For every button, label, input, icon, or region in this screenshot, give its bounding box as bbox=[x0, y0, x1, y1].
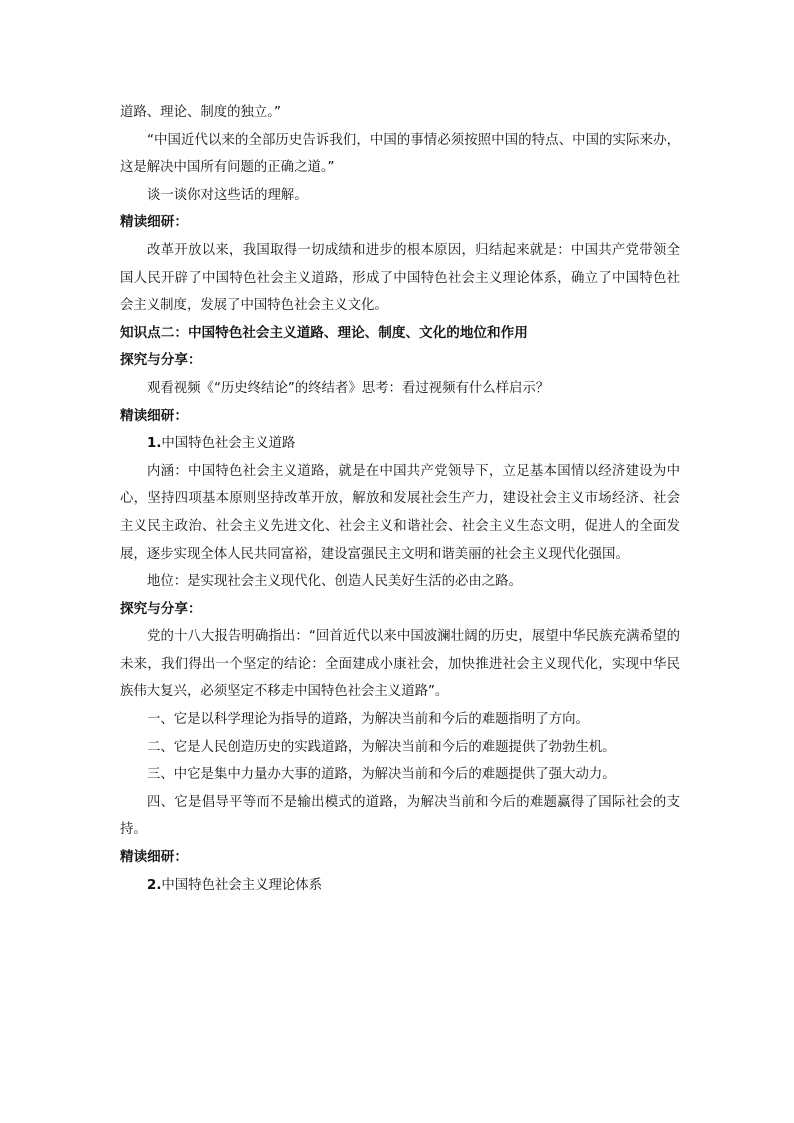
paragraph-point-1: 一、它是以科学理论为指导的道路，为解决当前和今后的难题指明了方向。 bbox=[147, 712, 589, 728]
paragraph-point-2: 二、它是人民创造历史的实践道路，为解决当前和今后的难题提供了勃勃生机。 bbox=[147, 739, 616, 755]
paragraph: 党的十八大报告明确指出：“回首近代以来中国波澜壮阔的历史，展望中华民族充满希望的未来，我们得出一个坚定的结论：全面建成小康社会，加快推进社会主义现代化，实现中华民族伟大复兴，必须坚定不移走中国特色社会主义道路”。 bbox=[120, 629, 680, 700]
paragraph: 地位：是实现社会主义现代化、创造人民美好生活的必由之路。 bbox=[147, 574, 522, 590]
paragraph-point-4: 四、它是倡导平等而不是输出模式的道路，为解决当前和今后的难题赢得了国际社会的支持。 bbox=[120, 794, 680, 838]
section-heading-close-reading: 精读细研： bbox=[120, 407, 188, 424]
item-title-text: 中国特色社会主义道路 bbox=[161, 436, 296, 452]
item-number: 1. bbox=[147, 436, 162, 452]
item-number: 2. bbox=[147, 877, 162, 893]
section-heading-close-reading: 精读细研： bbox=[120, 214, 188, 231]
knowledge-point-heading: 知识点二：中国特色社会主义道路、理论、制度、文化的地位和作用 bbox=[120, 324, 528, 341]
numbered-item-title bbox=[120, 430, 680, 458]
paragraph-quote: “中国近代以来的全部历史告诉我们，中国的事情必须按照中国的特点、中国的实际来办，这是解决中国所有问题的正确之道。” bbox=[120, 132, 680, 176]
paragraph: 内涵：中国特色社会主义道路，就是在中国共产党领导下，立足基本国情以经济建设为中心，坚持四项基本原则坚持改革开放，解放和发展社会生产力，建设社会主义市场经济、社会主义民主政治、社会主义先进文化、社会主义和谐社会、社会主义生态文明，促进人的全面发展，逐步实现全体人民共同富裕，建设富强民主文明和谐美丽的社会主义现代化强国。 bbox=[120, 463, 680, 562]
section-heading-explore-share: 探究与分享： bbox=[120, 352, 202, 369]
section-heading-explore-share: 探究与分享： bbox=[120, 600, 202, 617]
document-body bbox=[120, 99, 680, 899]
paragraph-prompt: 谈一谈你对这些话的理解。 bbox=[147, 187, 308, 203]
item-title-text: 中国特色社会主义理论体系 bbox=[161, 877, 323, 893]
section-heading-close-reading: 精读细研： bbox=[120, 849, 188, 866]
numbered-item-title bbox=[120, 872, 680, 900]
paragraph: 观看视频《“历史终结论”的终结者》思考：看过视频有什么样启示？ bbox=[147, 380, 550, 396]
paragraph: 改革开放以来，我国取得一切成绩和进步的根本原因，归结起来就是：中国共产党带领全国人民开辟了中国特色社会主义道路，形成了中国特色社会主义理论体系，确立了中国特色社会主义制度，发展了中国特色社会主义文化。 bbox=[120, 242, 680, 314]
paragraph: 道路、理论、制度的独立。” bbox=[120, 105, 281, 120]
paragraph-point-3: 三、中它是集中力量办大事的道路，为解决当前和今后的难题提供了强大动力。 bbox=[147, 767, 616, 783]
